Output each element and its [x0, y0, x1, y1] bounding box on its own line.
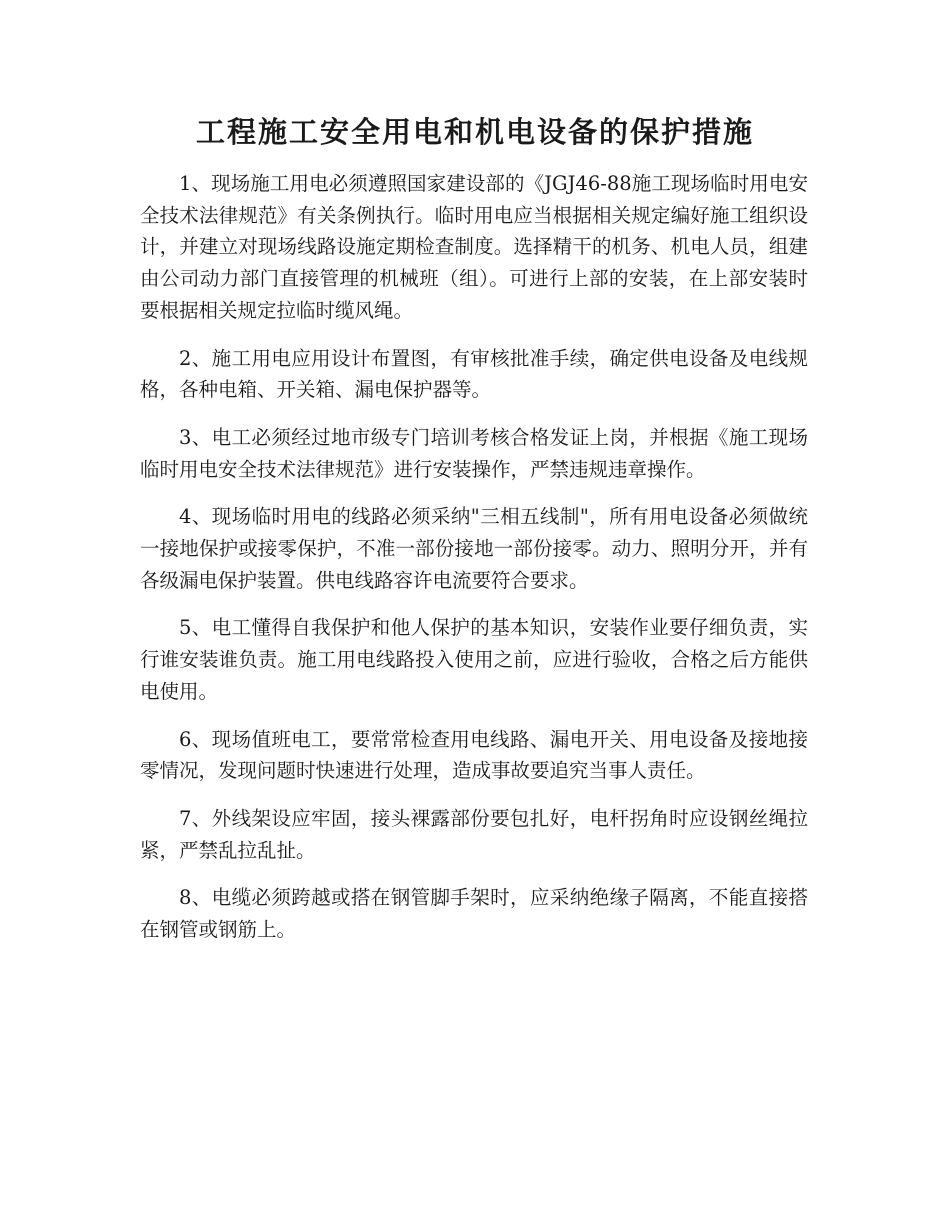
paragraph-1: 1、现场施工用电必须遵照国家建设部的《JGJ46-88施工现场临时用电安全技术法律规范》有关条例执行。临时用电应当根据相关规定编好施工组织设计，并建立对现场线路设施定期检查制度。选择精干的机务、机电人员，组建由公司动力部门直接管理的机械班（组）。可进行上部的安装，在上部安装时要根据相关规定拉临时缆风绳。 [140, 172, 808, 322]
paragraph-3: 3、电工必须经过地市级专门培训考核合格发证上岗，并根据《施工现场临时用电安全技术法律规范》进行安装操作，严禁违规违章操作。 [140, 425, 808, 481]
document-body [140, 168, 808, 962]
paragraph-8: 8、电缆必须跨越或搭在钢管脚手架时，应采纳绝缘子隔离，不能直接搭在钢管或钢筋上。 [140, 886, 808, 942]
paragraph-7: 7、外线架设应牢固，接头裸露部份要包扎好，电杆拐角时应设钢丝绳拉紧，严禁乱拉乱扯。 [140, 806, 808, 862]
paragraph-4: 4、现场临时用电的线路必须采纳"三相五线制"，所有用电设备必须做统一接地保护或接零保护，不准一部份接地一部份接零。动力、照明分开，并有各级漏电保护装置。供电线路容许电流要符合要求。 [140, 505, 808, 592]
paragraph-6: 6、现场值班电工，要常常检查用电线路、漏电开关、用电设备及接地接零情况，发现问题时快速进行处理，造成事故要追究当事人责任。 [140, 727, 808, 783]
paragraph-5: 5、电工懂得自我保护和他人保护的基本知识，安装作业要仔细负责，实行谁安装谁负责。施工用电线路投入使用之前，应进行验收，合格之后方能供电使用。 [140, 616, 808, 703]
paragraph-2: 2、施工用电应用设计布置图，有审核批准手续，确定供电设备及电线规格，各种电箱、开关箱、漏电保护器等。 [140, 346, 808, 402]
document-title: 工程施工安全用电和机电设备的保护措施 [195, 115, 754, 149]
